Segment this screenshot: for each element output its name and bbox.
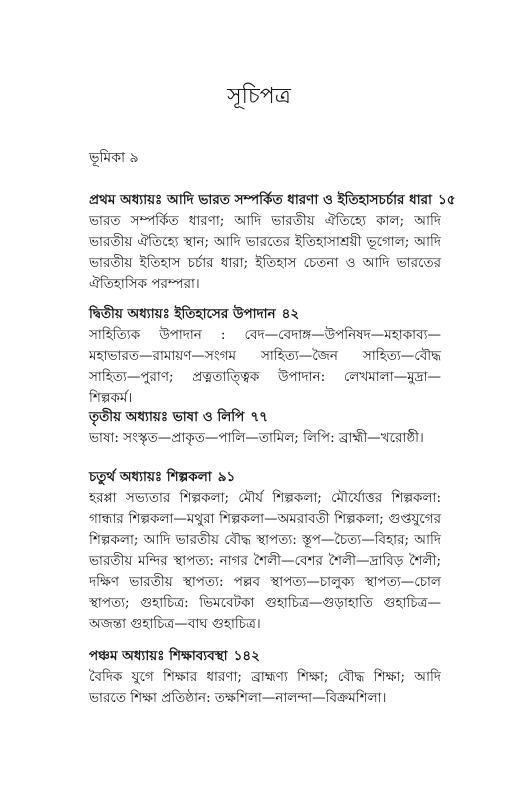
chapter-2-topics: সাহিত্যিক উপাদান : বেদ—বেদাঙ্গ—উপনিষদ—মহাকাব্য—মহাভারত—রামায়ণ—সংগম সাহিত্য—জৈন সাহিত্য—বৌদ্ধ সাহিত্য—পুরাণ; প্রত্নতাত্ত্বিক উপাদান: লেখমালা—মুদ্রা—শিল্পকর্ম। <box>89 327 441 406</box>
page-title: সূচিপত্র <box>227 84 291 109</box>
chapter-5-topics: বৈদিক যুগে শিক্ষার ধারণা; ব্রাহ্মণ্য শিক্ষা; বৌদ্ধ শিক্ষা; আদি ভারতে শিক্ষা প্রতিষ্ঠান: তক্ষশিলা—নালন্দা—বিক্রমশিলা। <box>89 669 441 706</box>
chapter-5-heading <box>89 646 441 667</box>
chapter-1-heading <box>89 190 456 211</box>
chapter-5-title: পঞ্চম অধ্যায়ঃ শিক্ষাব্যবস্থা <box>89 648 228 664</box>
chapter-2-title: দ্বিতীয় অধ্যায়ঃ ইতিহাসের উপাদান <box>89 306 276 322</box>
chapter-4-topics: হরপ্পা সভ্যতার শিল্পকলা; মৌর্য শিল্পকলা; মৌর্যোত্তর শিল্পকলা: গান্ধার শিল্পকলা—মথুরা শিল্পকলা—অমরাবতী শিল্পকলা; গুপ্তযুগের শিল্পকলা; আদি ভারতীয় বৌদ্ধ স্থাপত্য: স্তূপ—চৈত্য—বিহার; আদি ভারতীয় মন্দির স্থাপত্য: নাগর শৈলী—বেশর শৈলী—দ্রাবিড় শৈলী; দক্ষিণ ভারতীয় স্থাপত্য: পল্লব স্থাপত্য—চালুক্য স্থাপত্য—চোল স্থাপত্য; গুহাচিত্র: ভিমবেটকা গুহাচিত্র—গুড়াহাতি গুহাচিত্র—অজন্তা গুহাচিত্র—বাঘ গুহাচিত্র। <box>89 490 441 632</box>
chapter-4-title: চতুর্থ অধ্যায়ঃ শিল্পকলা <box>89 469 212 485</box>
chapter-3-heading <box>89 407 441 428</box>
chapter-5-page-number: ১৪২ <box>233 648 260 664</box>
chapter-4-page-number: ৯১ <box>217 469 236 485</box>
chapter-4-heading <box>89 467 441 488</box>
chapter-1-page-number: ১৫ <box>437 192 456 208</box>
chapter-2-heading <box>89 304 441 325</box>
chapter-3-title: তৃতীয় অধ্যায়ঃ ভাষা ও লিপি <box>89 409 245 425</box>
intro-page-number: ৯ <box>129 150 139 166</box>
chapter-3-page-number: ৭৭ <box>250 409 268 425</box>
intro-label: ভূমিকা <box>89 150 126 166</box>
chapter-1-title: প্রথম অধ্যায়ঃ আদি ভারত সম্পর্কিত ধারণা ও ইতিহাসচর্চার ধারা <box>89 192 432 208</box>
intro-entry <box>89 148 139 168</box>
chapter-1-entry <box>89 190 456 295</box>
chapter-2-page-number: ৪২ <box>281 306 300 322</box>
chapter-4-entry <box>89 467 441 635</box>
chapter-3-topics: ভাষা: সংস্কৃত—প্রাকৃত—পালি—তামিল; লিপি: ব্রাহ্মী—খরোষ্ঠী। <box>89 430 424 446</box>
chapter-1-topics: ভারত সম্পর্কিত ধারণা; আদি ভারতীয় ঐতিহ্যে কাল; আদি ভারতীয় ঐতিহ্যে স্থান; আদি ভারতের ইতিহাসাশ্রয়ী ভূগোল; আদি ভারতীয় ইতিহাস চর্চার ধারা; ইতিহাস চেতনা ও আদি ভারতের ঐতিহাসিক পরম্পরা। <box>89 213 441 292</box>
chapter-2-entry <box>89 304 441 409</box>
chapter-5-entry <box>89 646 441 709</box>
chapter-3-entry <box>89 407 441 449</box>
